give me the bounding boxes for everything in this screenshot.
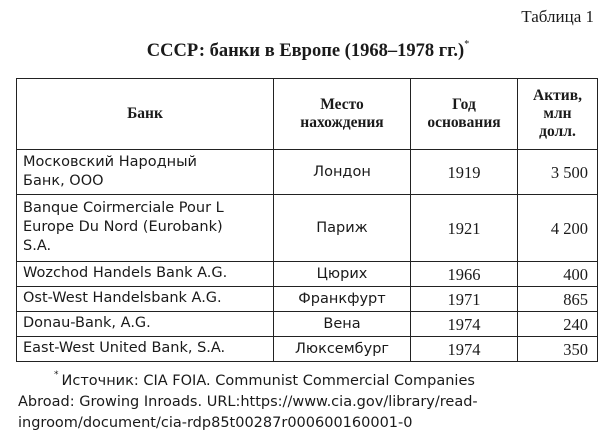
year-cell: 1974 <box>411 337 518 362</box>
table-row <box>17 262 598 287</box>
footnote-line: * Источник: CIA FOIA. Communist Commercial Companies <box>54 370 475 389</box>
bank-name-cell: Ost-West Handelsbank A.G. <box>17 287 274 312</box>
banks-table <box>16 78 598 362</box>
year-cell: 1966 <box>411 262 518 287</box>
table-row <box>17 195 598 262</box>
table-number: Таблица 1 <box>521 7 594 26</box>
bank-name-cell: Donau-Bank, A.G. <box>17 312 274 337</box>
location-cell: Лондон <box>274 150 411 195</box>
location-cell: Франкфурт <box>274 287 411 312</box>
location-cell: Люксембург <box>274 337 411 362</box>
year-cell: 1974 <box>411 312 518 337</box>
table-title <box>0 41 616 62</box>
assets-cell: 400 <box>518 262 598 287</box>
table-title-text: СССР: банки в Европе (1968–1978 гг.) <box>146 41 465 62</box>
bank-name-cell: East-West United Bank, S.A. <box>17 337 274 362</box>
year-cell: 1971 <box>411 287 518 312</box>
year-cell: 1919 <box>411 150 518 195</box>
table-row <box>17 312 598 337</box>
assets-cell: 240 <box>518 312 598 337</box>
location-cell: Париж <box>274 195 411 262</box>
location-cell: Цюрих <box>274 262 411 287</box>
table-row <box>17 337 598 362</box>
table-header-row <box>17 79 598 150</box>
bank-name-cell: Wozchod Handels Bank A.G. <box>17 262 274 287</box>
header-year: Год основания <box>411 79 518 150</box>
bank-name-cell: Banque Coirmerciale Pour L Europe Du Nord (Eurobank) S.A. <box>17 195 274 262</box>
footnote-line: ingroom/document/cia-rdp85t00287r000600160001-0 <box>18 414 413 431</box>
assets-cell: 350 <box>518 337 598 362</box>
header-assets: Актив, млн долл. <box>518 79 598 150</box>
table-row <box>17 150 598 195</box>
assets-cell: 3 500 <box>518 150 598 195</box>
location-cell: Вена <box>274 312 411 337</box>
assets-cell: 4 200 <box>518 195 598 262</box>
header-bank: Банк <box>17 79 274 150</box>
header-location: Место нахождения <box>274 79 411 150</box>
footnote-marker: * <box>464 39 470 50</box>
year-cell: 1921 <box>411 195 518 262</box>
assets-cell: 865 <box>518 287 598 312</box>
footnote-marker: * <box>54 370 59 380</box>
table-row <box>17 287 598 312</box>
footnote-line: Abroad: Growing Inroads. URL:https://www.cia.gov/library/read- <box>18 393 478 410</box>
footnote <box>18 367 600 434</box>
bank-name-cell: Московский Народный Банк, ООО <box>17 150 274 195</box>
